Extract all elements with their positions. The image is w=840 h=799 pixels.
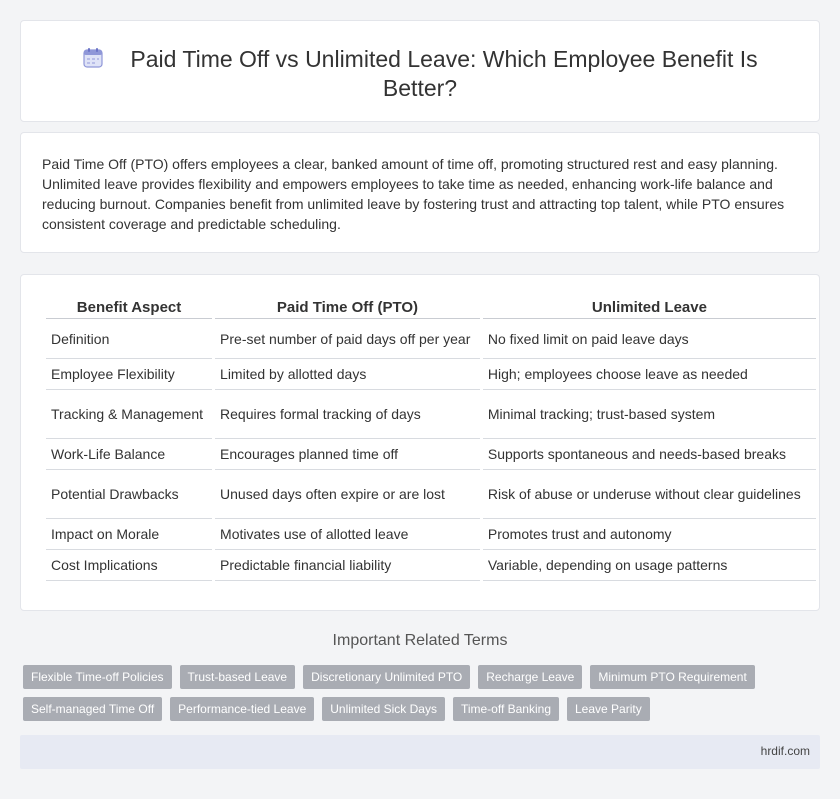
table-header-row <box>46 294 816 319</box>
table-cell-unlimited: No fixed limit on paid leave days <box>483 319 816 359</box>
column-header-unlimited: Unlimited Leave <box>483 294 816 319</box>
summary-text: Paid Time Off (PTO) offers employees a clear, banked amount of time off, promoting structured rest and easy planning. Unlimited leave provides flexibility and empowers employees to take time as needed, enhancing work-life balance and reducing burnout. Companies benefit from unlimited leave by fostering trust and attracting top talent, while PTO ensures consistent coverage and predictable scheduling. <box>42 156 785 232</box>
comparison-table <box>43 294 819 581</box>
column-header-aspect: Benefit Aspect <box>46 294 212 319</box>
table-row <box>46 359 816 390</box>
footer-site-link[interactable]: hrdif.com <box>760 744 810 758</box>
tag[interactable]: Unlimited Sick Days <box>322 697 445 721</box>
tag-row <box>23 697 813 721</box>
related-terms-tags <box>23 665 813 729</box>
page-title-row <box>21 45 819 103</box>
table-cell-pto: Unused days often expire or are lost <box>215 470 480 519</box>
related-terms-title: Important Related Terms <box>332 632 508 649</box>
table-cell-aspect: Definition <box>46 319 212 359</box>
table-cell-aspect: Tracking & Management <box>46 390 212 439</box>
table-cell-pto: Limited by allotted days <box>215 359 480 390</box>
table-row <box>46 319 816 359</box>
tag[interactable]: Performance-tied Leave <box>170 697 314 721</box>
table-cell-aspect: Work-Life Balance <box>46 439 212 470</box>
table-row <box>46 550 816 581</box>
tag[interactable]: Discretionary Unlimited PTO <box>303 665 470 689</box>
summary-card <box>20 132 820 253</box>
table-row <box>46 439 816 470</box>
tag[interactable]: Leave Parity <box>567 697 650 721</box>
table-cell-unlimited: Minimal tracking; trust-based system <box>483 390 816 439</box>
table-row <box>46 390 816 439</box>
table-cell-aspect: Impact on Morale <box>46 519 212 550</box>
column-header-pto: Paid Time Off (PTO) <box>215 294 480 319</box>
footer <box>20 735 820 769</box>
tag-row <box>23 665 813 689</box>
table-cell-pto: Pre-set number of paid days off per year <box>215 319 480 359</box>
table-cell-unlimited: Risk of abuse or underuse without clear guidelines <box>483 470 816 519</box>
comparison-table-card <box>20 274 820 611</box>
table-cell-pto: Requires formal tracking of days <box>215 390 480 439</box>
tag[interactable]: Time-off Banking <box>453 697 559 721</box>
table-cell-aspect: Potential Drawbacks <box>46 470 212 519</box>
table-cell-unlimited: High; employees choose leave as needed <box>483 359 816 390</box>
tag[interactable]: Minimum PTO Requirement <box>590 665 755 689</box>
calendar-icon <box>82 47 104 69</box>
table-row <box>46 470 816 519</box>
table-cell-unlimited: Variable, depending on usage patterns <box>483 550 816 581</box>
table-cell-aspect: Cost Implications <box>46 550 212 581</box>
table-row <box>46 519 816 550</box>
tag[interactable]: Flexible Time-off Policies <box>23 665 172 689</box>
tag[interactable]: Self-managed Time Off <box>23 697 162 721</box>
page-title: Paid Time Off vs Unlimited Leave: Which Employee Benefit Is Better? <box>130 46 758 101</box>
table-cell-unlimited: Supports spontaneous and needs-based breaks <box>483 439 816 470</box>
table-cell-pto: Encourages planned time off <box>215 439 480 470</box>
table-cell-pto: Motivates use of allotted leave <box>215 519 480 550</box>
table-cell-unlimited: Promotes trust and autonomy <box>483 519 816 550</box>
title-card <box>20 20 820 122</box>
tag[interactable]: Trust-based Leave <box>180 665 296 689</box>
table-cell-aspect: Employee Flexibility <box>46 359 212 390</box>
tag[interactable]: Recharge Leave <box>478 665 582 689</box>
table-cell-pto: Predictable financial liability <box>215 550 480 581</box>
